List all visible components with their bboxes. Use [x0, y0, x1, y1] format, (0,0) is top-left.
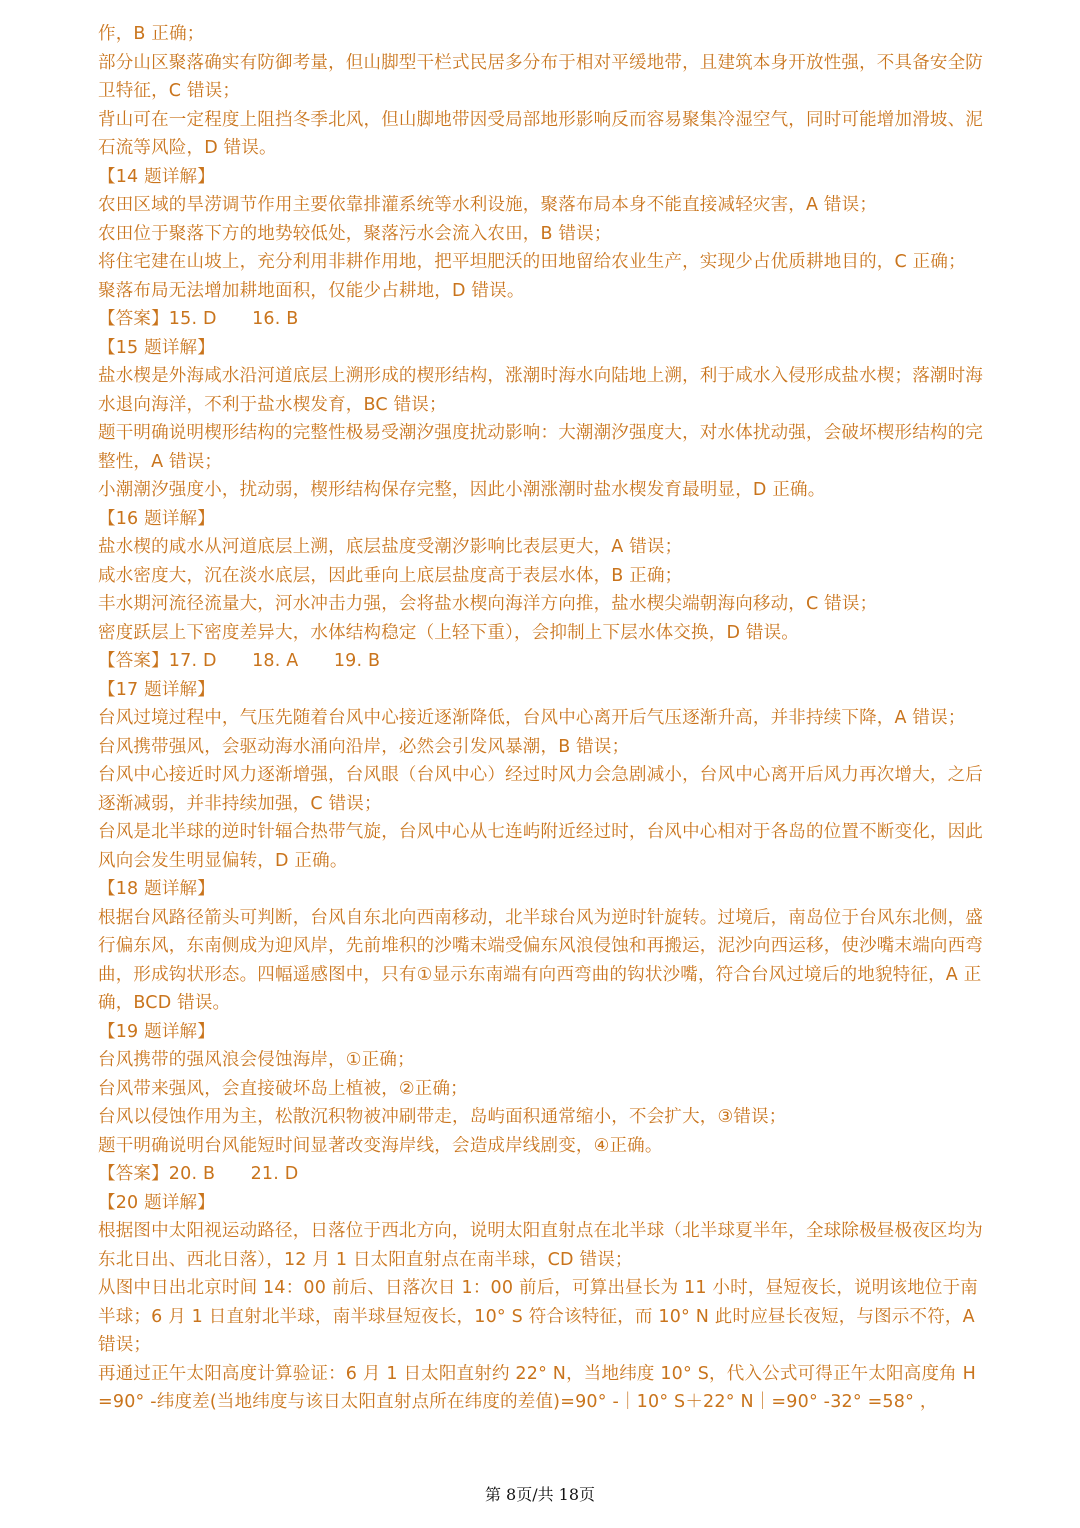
section-heading: 【19 题详解】	[98, 1021, 215, 1042]
text-line: 题干明确说明楔形结构的完整性极易受潮汐强度扰动影响：大潮潮汐强度大，对水体扰动强，会破坏楔形结构的完整性，A 错误；	[98, 423, 983, 472]
text-line: 密度跃层上下密度差异大，水体结构稳定（上轻下重），会抑制上下层水体交换，D 错误。	[98, 622, 799, 643]
text-line: 台风中心接近时风力逐渐增强，台风眼（台风中心）经过时风力会急剧减小，台风中心离开后风力再次增大，之后逐渐减弱，并非持续加强，C 错误；	[98, 765, 983, 814]
section-heading: 【14 题详解】	[98, 166, 215, 187]
page-number: 第 8页/共 18页	[484, 1485, 596, 1504]
text-line: 台风携带强风，会驱动海水涌向沿岸，必然会引发风暴潮，B 错误；	[98, 736, 630, 757]
text-line: 作，B 正确；	[98, 24, 205, 44]
text-line: 农田区域的旱涝调节作用主要依靠排灌系统等水利设施，聚落布局本身不能直接减轻灾害，A 错误；	[98, 195, 878, 215]
text-line: 根据图中太阳视运动路径，日落位于西北方向，说明太阳直射点在北半球（北半球夏半年，全球除极昼极夜区均为东北日出、西北日落），12 月 1 日太阳直射点在南半球，CD 错误；	[98, 1221, 983, 1270]
text-line: 题干明确说明台风能短时间显著改变海岸线，会造成岸线剧变，④正确。	[98, 1135, 663, 1156]
text-line: 盐水楔是外海咸水沿河道底层上溯形成的楔形结构，涨潮时海水向陆地上溯，利于咸水入侵形成盐水楔；落潮时海水退向海洋，不利于盐水楔发育，BC 错误；	[98, 366, 983, 415]
text-line: 台风带来强风，会直接破坏岛上植被，②正确；	[98, 1078, 468, 1099]
text-line: 台风是北半球的逆时针辐合热带气旋，台风中心从七连屿附近经过时，台风中心相对于各岛的位置不断变化，因此风向会发生明显偏转，D 正确。	[98, 822, 983, 871]
text-line: 台风携带的强风浪会侵蚀海岸，①正确；	[98, 1050, 415, 1070]
answer-line: 【答案】20. B 21. D	[98, 1164, 299, 1184]
text-line: 根据台风路径箭头可判断，台风自东北向西南移动，北半球台风为逆时针旋转。过境后，南岛位于台风东北侧，盛行偏东风，东南侧成为迎风岸，先前堆积的沙嘴末端受偏东风浪侵蚀和再搬运，泥沙向西运移，使沙嘴末端向西弯曲，形成钩状形态。四幅遥感图中，只有①显示东南端有向西弯曲的钩状沙嘴，符合台风过境后的地貌特征，A 正确，BCD 错误。	[98, 907, 983, 1013]
section-heading: 【16 题详解】	[98, 508, 215, 529]
text-line: 农田位于聚落下方的地势较低处，聚落污水会流入农田，B 错误；	[98, 223, 612, 244]
text-line: 再通过正午太阳高度计算验证：6 月 1 日太阳直射约 22° N，当地纬度 10° S，代入公式可得正午太阳高度角 H=90° -纬度差(当地纬度与该日太阳直射点所在纬度的差值)=90° -｜10° S＋22° N｜=90° -32° =58° ，	[98, 1363, 976, 1412]
text-line: 背山可在一定程度上阻挡冬季北风，但山脚地带因受局部地形影响反而容易聚集冷湿空气，同时可能增加滑坡、泥石流等风险，D 错误。	[98, 109, 983, 158]
section-heading: 【17 题详解】	[98, 679, 215, 700]
section-heading: 【15 题详解】	[98, 337, 215, 358]
answer-explanation-body	[98, 20, 983, 1417]
section-heading: 【20 题详解】	[98, 1192, 215, 1213]
text-line: 小潮潮汐强度小，扰动弱，楔形结构保存完整，因此小潮涨潮时盐水楔发育最明显，D 正确。	[98, 480, 826, 500]
text-line: 咸水密度大，沉在淡水底层，因此垂向上底层盐度高于表层水体，B 正确；	[98, 565, 683, 586]
text-line: 盐水楔的咸水从河道底层上溯，底层盐度受潮汐影响比表层更大，A 错误；	[98, 537, 683, 557]
text-line: 聚落布局无法增加耕地面积，仅能少占耕地，D 错误。	[98, 280, 525, 301]
text-line: 台风以侵蚀作用为主，松散沉积物被冲刷带走，岛屿面积通常缩小，不会扩大，③错误；	[98, 1107, 787, 1127]
text-line: 将住宅建在山坡上，充分利用非耕作用地，把平坦肥沃的田地留给农业生产，实现少占优质耕地目的，C 正确；	[98, 252, 966, 272]
answer-line: 【答案】17. D 18. A 19. B	[98, 651, 381, 671]
text-line: 丰水期河流径流量大，河水冲击力强，会将盐水楔向海洋方向推，盐水楔尖端朝海向移动，C 错误；	[98, 594, 878, 614]
text-line: 部分山区聚落确实有防御考量，但山脚型干栏式民居多分布于相对平缓地带，且建筑本身开放性强，不具备安全防卫特征，C 错误；	[98, 52, 983, 101]
text-line: 台风过境过程中，气压先随着台风中心接近逐渐降低，台风中心离开后气压逐渐升高，并非持续下降，A 错误；	[98, 708, 966, 728]
text-line: 从图中日出北京时间 14：00 前后、日落次日 1：00 前后，可算出昼长为 11 小时，昼短夜长，说明该地位于南半球；6 月 1 日直射北半球，南半球昼短夜长，10° S 符合该特征，而 10° N 此时应昼长夜短，与图示不符，A 错误；	[98, 1278, 978, 1355]
answer-line: 【答案】15. D 16. B	[98, 309, 299, 329]
section-heading: 【18 题详解】	[98, 879, 215, 899]
